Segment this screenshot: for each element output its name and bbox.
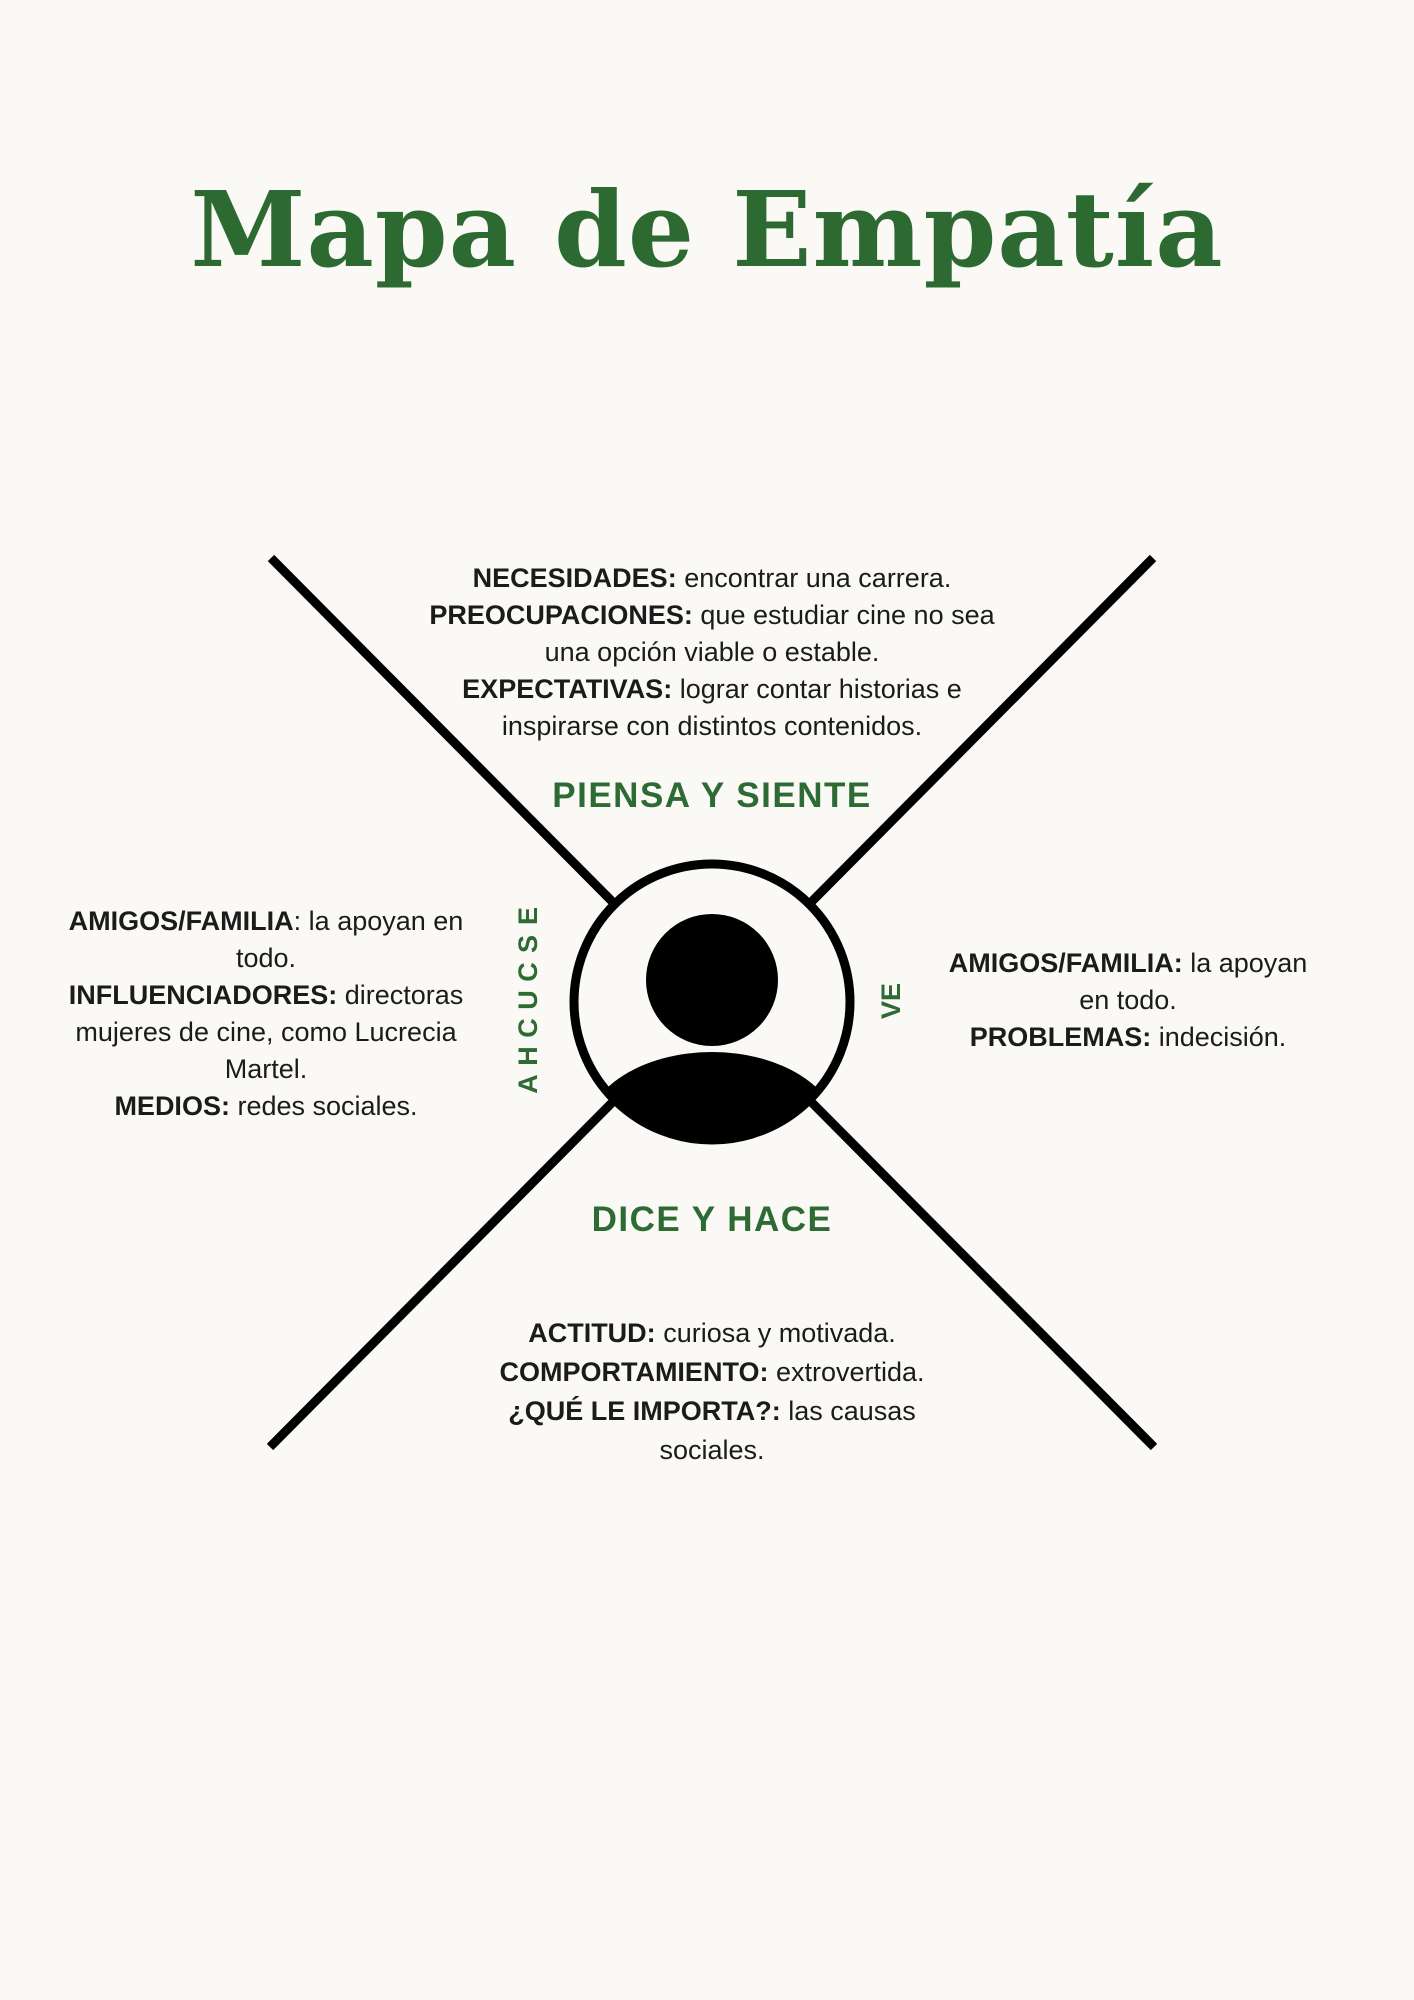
text-line: COMPORTAMIENTO: extrovertida. [499, 1357, 925, 1387]
vertical-letter: H [513, 1046, 543, 1066]
ve-label: VE [876, 982, 906, 1020]
text-line: Martel. [224, 1054, 308, 1084]
dice-y-hace-label: DICE Y HACE [591, 1200, 833, 1239]
text-line: una opción viable o estable. [544, 637, 880, 667]
vertical-letter: U [513, 990, 543, 1010]
text-line: PREOCUPACIONES: que estudiar cine no sea [429, 600, 995, 630]
vertical-letter: A [513, 1074, 543, 1094]
text-line: mujeres de cine, como Lucrecia [75, 1017, 457, 1047]
text-line: en todo. [1079, 985, 1177, 1015]
text-line: EXPECTATIVAS: lograr contar historias e [462, 674, 962, 704]
page-title: Mapa de Empatía [190, 168, 1224, 291]
piensa-y-siente-label: PIENSA Y SIENTE [552, 776, 872, 815]
quadrant-right-text [928, 945, 1328, 1056]
escucha-label [506, 902, 550, 1098]
text-line: MEDIOS: redes sociales. [114, 1091, 418, 1121]
text-line: AMIGOS/FAMILIA: la apoyan en [68, 906, 464, 936]
person-shoulders [584, 1052, 840, 1220]
vertical-letter: E [512, 906, 543, 926]
person-head [646, 914, 778, 1046]
quadrant-left-text [56, 903, 476, 1125]
text-line: ACTITUD: curiosa y motivada. [528, 1318, 896, 1348]
vertical-letter: C [513, 962, 543, 982]
text-line: todo. [235, 943, 297, 973]
text-line: inspirarse con distintos contenidos. [501, 711, 923, 741]
text-line: INFLUENCIADORES: directoras [68, 980, 464, 1010]
text-line: PROBLEMAS: indecisión. [969, 1022, 1287, 1052]
text-line: ¿QUÉ LE IMPORTA?: las causas [508, 1396, 916, 1426]
vertical-letter: C [513, 1018, 543, 1038]
text-line: sociales. [659, 1435, 765, 1465]
text-line: NECESIDADES: encontrar una carrera. [472, 563, 952, 593]
quadrant-bottom-text [392, 1314, 1032, 1470]
vertical-letter: S [512, 934, 543, 954]
quadrant-top-text [362, 560, 1062, 745]
text-line: AMIGOS/FAMILIA: la apoyan [948, 948, 1308, 978]
